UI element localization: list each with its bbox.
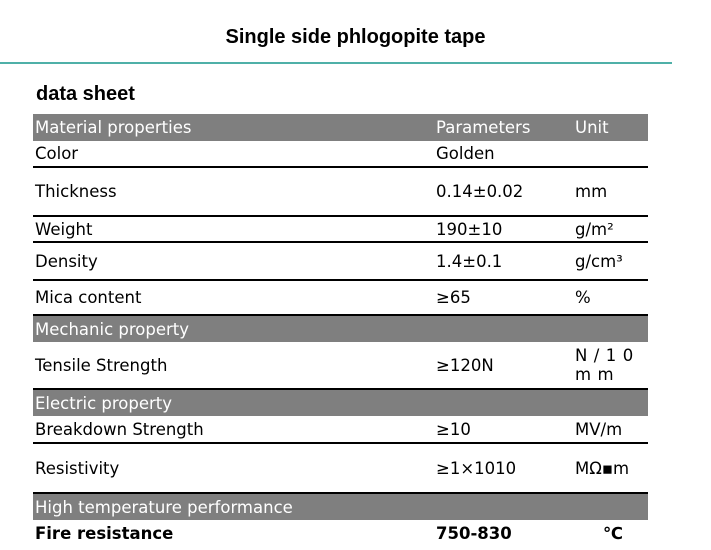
unit-cell: N / 1 0 m m <box>575 346 634 384</box>
title-divider <box>0 62 672 64</box>
parameter-cell: 1.4±0.1 <box>436 251 503 271</box>
header-parameters: Parameters <box>436 118 531 137</box>
parameter-cell: ≥65 <box>436 288 471 307</box>
unit-cell: MΩ▪m <box>575 458 630 478</box>
section-header-high-temperature <box>33 494 648 520</box>
property-cell: Mica content <box>35 288 142 307</box>
parameter-cell: ≥120N <box>436 355 494 375</box>
property-cell: Weight <box>35 219 93 239</box>
parameter-cell: ≥1×1010 <box>436 458 517 478</box>
unit-cell: ℃ <box>603 523 623 543</box>
property-cell: Color <box>35 144 79 163</box>
unit-cell: mm <box>575 182 608 201</box>
section-header-mechanic <box>33 316 648 342</box>
property-cell: Fire resistance <box>35 523 174 543</box>
table-row <box>33 243 648 281</box>
header-unit: Unit <box>575 118 609 137</box>
table-row <box>33 281 648 316</box>
data-sheet-table <box>33 114 648 546</box>
table-row <box>33 520 648 546</box>
table-row <box>33 168 648 217</box>
parameter-cell: Golden <box>436 144 495 163</box>
table-row <box>33 444 648 494</box>
section-title: Mechanic property <box>35 319 190 339</box>
table-header-row <box>33 114 648 141</box>
section-title: Electric property <box>35 393 173 413</box>
table-row <box>33 217 648 243</box>
header-property: Material properties <box>35 118 192 137</box>
section-header-electric <box>33 390 648 416</box>
property-cell: Thickness <box>35 182 117 201</box>
parameter-cell: 750-830 <box>436 523 512 543</box>
property-cell: Density <box>35 251 98 271</box>
table-row <box>33 416 648 444</box>
unit-cell: % <box>575 288 591 307</box>
unit-cell: g/cm³ <box>575 251 623 271</box>
property-cell: Breakdown Strength <box>35 419 204 439</box>
table-row <box>33 141 648 168</box>
parameter-cell: ≥10 <box>436 419 471 439</box>
table-row <box>33 342 648 390</box>
property-cell: Resistivity <box>35 458 120 478</box>
subtitle: data sheet <box>36 83 135 105</box>
unit-cell <box>575 141 647 166</box>
property-cell: Tensile Strength <box>35 355 168 375</box>
page-title: Single side phlogopite tape <box>225 26 486 48</box>
unit-cell: g/m² <box>575 219 614 239</box>
unit-cell: MV/m <box>575 419 623 439</box>
parameter-cell: 190±10 <box>436 219 503 239</box>
parameter-cell: 0.14±0.02 <box>436 182 524 201</box>
section-title: High temperature performance <box>35 497 293 517</box>
